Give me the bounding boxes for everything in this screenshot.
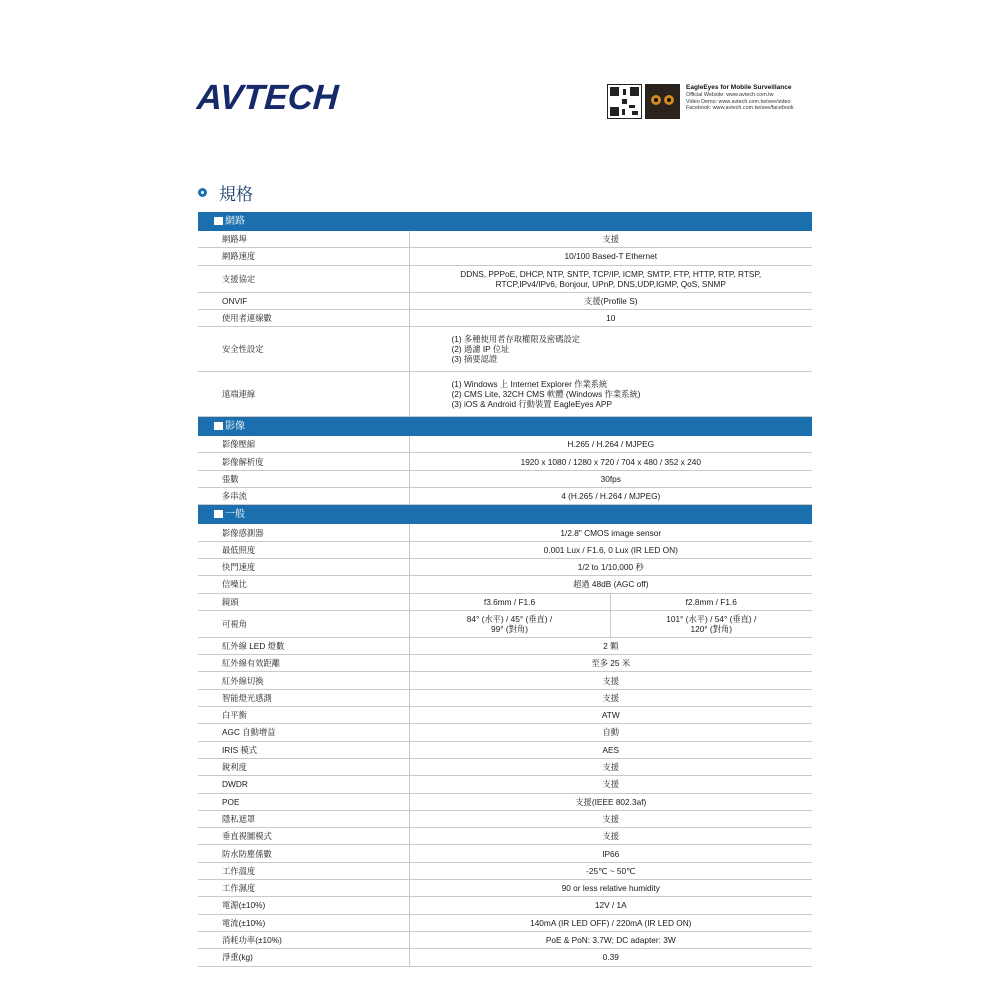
value-line: (3) 摘要認證 bbox=[451, 354, 498, 365]
spec-value: 10 bbox=[409, 309, 812, 326]
table-row bbox=[198, 810, 812, 827]
table-row bbox=[198, 793, 812, 810]
spec-label: 支援協定 bbox=[198, 265, 409, 292]
table-row bbox=[198, 724, 812, 741]
value-line: DDNS, PPPoE, DHCP, NTP, SNTP, TCP/IP, ICMP, SMTP, FTP, HTTP, RTP, RTSP, bbox=[460, 268, 762, 279]
avtech-logo: AVTECH bbox=[195, 78, 340, 117]
section-title: 規格 bbox=[219, 185, 253, 205]
spec-value: 2 顆 bbox=[409, 637, 812, 654]
spec-value bbox=[409, 265, 812, 292]
table-row bbox=[198, 707, 812, 724]
group-title: 網路 bbox=[225, 215, 245, 227]
spec-label: 防水防塵係數 bbox=[198, 845, 409, 862]
section-heading bbox=[198, 180, 253, 205]
table-row bbox=[198, 292, 812, 309]
spec-value: 自動 bbox=[409, 724, 812, 741]
spec-label: 工作溫度 bbox=[198, 862, 409, 879]
table-row bbox=[198, 897, 812, 914]
spec-label: IRIS 模式 bbox=[198, 741, 409, 758]
table-row bbox=[198, 541, 812, 558]
table-row bbox=[198, 265, 812, 292]
table-row bbox=[198, 758, 812, 775]
table-row bbox=[198, 524, 812, 541]
spec-value: 1920 x 1080 / 1280 x 720 / 704 x 480 / 352 x 240 bbox=[409, 453, 812, 470]
spec-label: 網路速度 bbox=[198, 248, 409, 265]
table-row bbox=[198, 672, 812, 689]
table-row bbox=[198, 558, 812, 575]
table-row bbox=[198, 453, 812, 470]
spec-label: 紅外線 LED 燈數 bbox=[198, 637, 409, 654]
spec-value: 140mA (IR LED OFF) / 220mA (IR LED ON) bbox=[409, 914, 812, 931]
eagleeyes-promo bbox=[607, 84, 794, 119]
spec-value: 0.001 Lux / F1.6, 0 Lux (IR LED ON) bbox=[409, 541, 812, 558]
spec-value: 支援 bbox=[409, 828, 812, 845]
qr-code-icon bbox=[607, 84, 642, 119]
spec-value: 4 (H.265 / H.264 / MJPEG) bbox=[409, 488, 812, 505]
table-row bbox=[198, 689, 812, 706]
spec-label: 垂直視圖模式 bbox=[198, 828, 409, 845]
spec-label: 多串流 bbox=[198, 488, 409, 505]
spec-value: 10/100 Based-T Ethernet bbox=[409, 248, 812, 265]
spec-label: DWDR bbox=[198, 776, 409, 793]
promo-title: EagleEyes for Mobile Surveillance bbox=[686, 84, 792, 91]
table-row bbox=[198, 862, 812, 879]
spec-label: 可視角 bbox=[198, 610, 409, 637]
table-row bbox=[198, 309, 812, 326]
spec-label: POE bbox=[198, 793, 409, 810]
spec-label: 影像感測器 bbox=[198, 524, 409, 541]
spec-value: 支援 bbox=[409, 672, 812, 689]
spec-value: H.265 / H.264 / MJPEG bbox=[409, 436, 812, 453]
group-header-network bbox=[198, 212, 812, 231]
spec-label: 鏡頭 bbox=[198, 593, 409, 610]
spec-label: 白平衡 bbox=[198, 707, 409, 724]
spec-value: 支援 bbox=[409, 231, 812, 248]
spec-value: 支援(Profile S) bbox=[409, 292, 812, 309]
spec-table bbox=[198, 212, 812, 967]
spec-label: 快門速度 bbox=[198, 558, 409, 575]
spec-value: 支援 bbox=[409, 689, 812, 706]
spec-label: 消耗功率(±10%) bbox=[198, 931, 409, 948]
value-line: 101° (水平) / 54° (垂直) / bbox=[666, 613, 757, 624]
table-row bbox=[198, 436, 812, 453]
table-row bbox=[198, 637, 812, 654]
table-row bbox=[198, 576, 812, 593]
spec-value: 1/2.8" CMOS image sensor bbox=[409, 524, 812, 541]
spec-value: 支援(IEEE 802.3af) bbox=[409, 793, 812, 810]
spec-value-b bbox=[610, 610, 812, 637]
spec-label: 工作濕度 bbox=[198, 880, 409, 897]
spec-value-a: f3.6mm / F1.6 bbox=[409, 593, 610, 610]
table-row bbox=[198, 470, 812, 487]
table-row-lens bbox=[198, 593, 812, 610]
spec-label: 安全性設定 bbox=[198, 327, 409, 372]
table-row bbox=[198, 949, 812, 966]
value-line: 99° (對角) bbox=[491, 623, 528, 634]
value-line: (3) iOS & Android 行動裝置 EagleEyes APP bbox=[451, 399, 612, 410]
spec-value: 支援 bbox=[409, 758, 812, 775]
spec-label: 最低照度 bbox=[198, 541, 409, 558]
spec-label: 銳利度 bbox=[198, 758, 409, 775]
spec-label: ONVIF bbox=[198, 292, 409, 309]
group-title: 一般 bbox=[225, 508, 245, 520]
owl-app-icon bbox=[645, 84, 680, 119]
spec-value: 支援 bbox=[409, 810, 812, 827]
value-line: (2) CMS Lite, 32CH CMS 軟體 (Windows 作業系統) bbox=[451, 389, 641, 400]
spec-label: 智能燈光感測 bbox=[198, 689, 409, 706]
spec-value: 90 or less relative humidity bbox=[409, 880, 812, 897]
table-row bbox=[198, 880, 812, 897]
value-line: (1) Windows 上 Internet Explorer 作業系統 bbox=[451, 379, 608, 390]
spec-value bbox=[409, 327, 812, 372]
spec-label: 電源(±10%) bbox=[198, 897, 409, 914]
value-line: 84° (水平) / 45° (垂直) / bbox=[466, 613, 553, 624]
spec-label: 遠端連線 bbox=[198, 372, 409, 417]
spec-value-b: f2.8mm / F1.6 bbox=[610, 593, 812, 610]
spec-label: 信噪比 bbox=[198, 576, 409, 593]
value-line: RTCP,IPv4/IPv6, Bonjour, UPnP, DNS,UDP,IGMP, QoS, SNMP bbox=[495, 278, 726, 289]
spec-value: 12V / 1A bbox=[409, 897, 812, 914]
spec-value: 30fps bbox=[409, 470, 812, 487]
value-line: 120° (對角) bbox=[690, 623, 733, 634]
spec-label: 電流(±10%) bbox=[198, 914, 409, 931]
spec-value: 支援 bbox=[409, 776, 812, 793]
spec-label: 紅外線有效距離 bbox=[198, 655, 409, 672]
spec-label: 紅外線切換 bbox=[198, 672, 409, 689]
table-row bbox=[198, 845, 812, 862]
spec-label: AGC 自動增益 bbox=[198, 724, 409, 741]
group-title: 影像 bbox=[225, 420, 245, 432]
table-row bbox=[198, 488, 812, 505]
table-row bbox=[198, 327, 812, 372]
table-row bbox=[198, 231, 812, 248]
spec-value: 超過 48dB (AGC off) bbox=[409, 576, 812, 593]
spec-value: -25℃ ~ 50℃ bbox=[409, 862, 812, 879]
promo-line: Video Demo: www.avtech.com.tw/see/video bbox=[686, 98, 791, 105]
promo-line: Facebook: www.avtech.com.tw/see/facebook bbox=[686, 105, 794, 112]
spec-value: 1/2 to 1/10,000 秒 bbox=[409, 558, 812, 575]
value-line: (2) 過濾 IP 位址 bbox=[451, 344, 510, 355]
spec-value: 至多 25 米 bbox=[409, 655, 812, 672]
group-header-general bbox=[198, 505, 812, 525]
spec-label: 淨重(kg) bbox=[198, 949, 409, 966]
spec-value bbox=[409, 372, 812, 417]
table-row-fov bbox=[198, 610, 812, 637]
spec-value: IP66 bbox=[409, 845, 812, 862]
spec-value: ATW bbox=[409, 707, 812, 724]
spec-label: 網路埠 bbox=[198, 231, 409, 248]
table-row bbox=[198, 828, 812, 845]
spec-label: 使用者連線數 bbox=[198, 309, 409, 326]
spec-value: 0.39 bbox=[409, 949, 812, 966]
table-row bbox=[198, 248, 812, 265]
table-row bbox=[198, 655, 812, 672]
table-row bbox=[198, 931, 812, 948]
value-line: (1) 多種使用者存取權限及密碼設定 bbox=[451, 334, 581, 345]
promo-line: Official Website: www.avtech.com.tw bbox=[686, 92, 774, 98]
spec-value-a bbox=[409, 610, 610, 637]
spec-label: 影像壓縮 bbox=[198, 436, 409, 453]
table-row bbox=[198, 372, 812, 417]
table-row bbox=[198, 776, 812, 793]
table-row bbox=[198, 914, 812, 931]
table-row bbox=[198, 741, 812, 758]
spec-label: 張數 bbox=[198, 470, 409, 487]
spec-value: PoE & PoN: 3.7W; DC adapter: 3W bbox=[409, 931, 812, 948]
circle-bullet-icon bbox=[198, 188, 207, 197]
spec-label: 隱私遮罩 bbox=[198, 810, 409, 827]
group-header-video bbox=[198, 417, 812, 437]
spec-label: 影像解析度 bbox=[198, 453, 409, 470]
spec-value: AES bbox=[409, 741, 812, 758]
